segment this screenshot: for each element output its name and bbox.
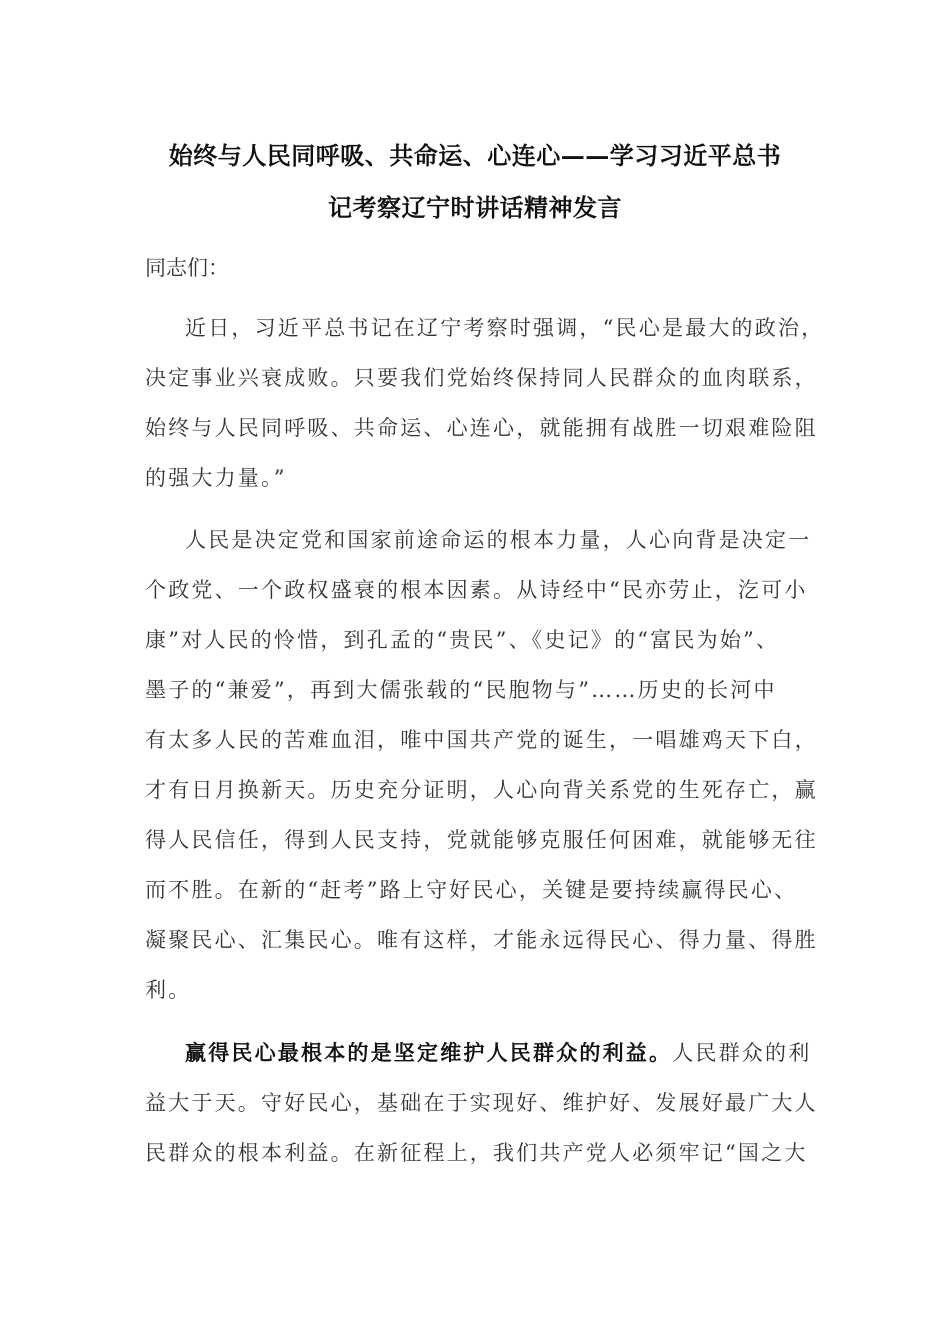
paragraph-first-line — [145, 1028, 845, 1078]
paragraph-line: 始终与人民同呼吸、共命运、心连心，就能拥有战胜一切艰难险阻 — [145, 416, 818, 440]
paragraph-line: 康”对人民的怜惜，到孔孟的“贵民”、《史记》的“富民为始”、 — [145, 628, 780, 652]
paragraph-line: 有太多人民的苦难血泪，唯中国共产党的诞生，一唱雄鸡天下白， — [145, 728, 818, 752]
paragraph-line: 近日，习近平总书记在辽宁考察时强调，“民心是最大的政治， — [185, 316, 825, 340]
paragraph-line: 凝聚民心、汇集民心。唯有这样，才能永远得民心、得力量、得胜 — [145, 928, 818, 952]
paragraph-line: 人民是决定党和国家前途命运的根本力量，人心向背是决定一 — [185, 528, 812, 552]
paragraph-2 — [145, 515, 845, 1015]
paragraph-line: 决定事业兴衰成败。只要我们党始终保持同人民群众的血肉联系， — [145, 366, 818, 390]
paragraph-line: 墨子的“兼爱”，再到大儒张载的“民胞物与”……历史的长河中 — [145, 678, 777, 702]
title-line-2: 记考察辽宁时讲话精神发言 — [328, 193, 622, 222]
paragraph-line: 才有日月换新天。历史充分证明，人心向背关系党的生死存亡，赢 — [145, 778, 818, 802]
paragraph-line: 个政党、一个政权盛衰的根本因素。从诗经中“民亦劳止，汔可小 — [145, 578, 808, 602]
salutation: 同志们： — [145, 256, 229, 280]
title-line-1: 始终与人民同呼吸、共命运、心连心——学习习近平总书 — [168, 141, 782, 170]
paragraph-line: 的强大力量。” — [145, 466, 287, 490]
paragraph-line: 利。 — [145, 978, 192, 1002]
paragraph-lead-sentence: 赢得民心最根本的是坚定维护人民群众的利益。 — [185, 1040, 673, 1065]
paragraph-first-line-rest: 人民群众的利 — [672, 1041, 812, 1065]
paragraph-line: 民群众的根本利益。在新征程上，我们共产党人必须牢记“国之大 — [145, 1141, 808, 1165]
paragraph-1 — [145, 303, 845, 503]
paragraph-3 — [145, 1028, 845, 1178]
paragraph-line: 得人民信任，得到人民支持，党就能够克服任何困难，就能够无往 — [145, 828, 818, 852]
paragraph-line: 益大于天。守好民心，基础在于实现好、维护好、发展好最广大人 — [145, 1091, 818, 1115]
document-title — [145, 130, 805, 234]
paragraph-line: 而不胜。在新的“赶考”路上守好民心，关键是要持续赢得民心、 — [145, 878, 798, 902]
